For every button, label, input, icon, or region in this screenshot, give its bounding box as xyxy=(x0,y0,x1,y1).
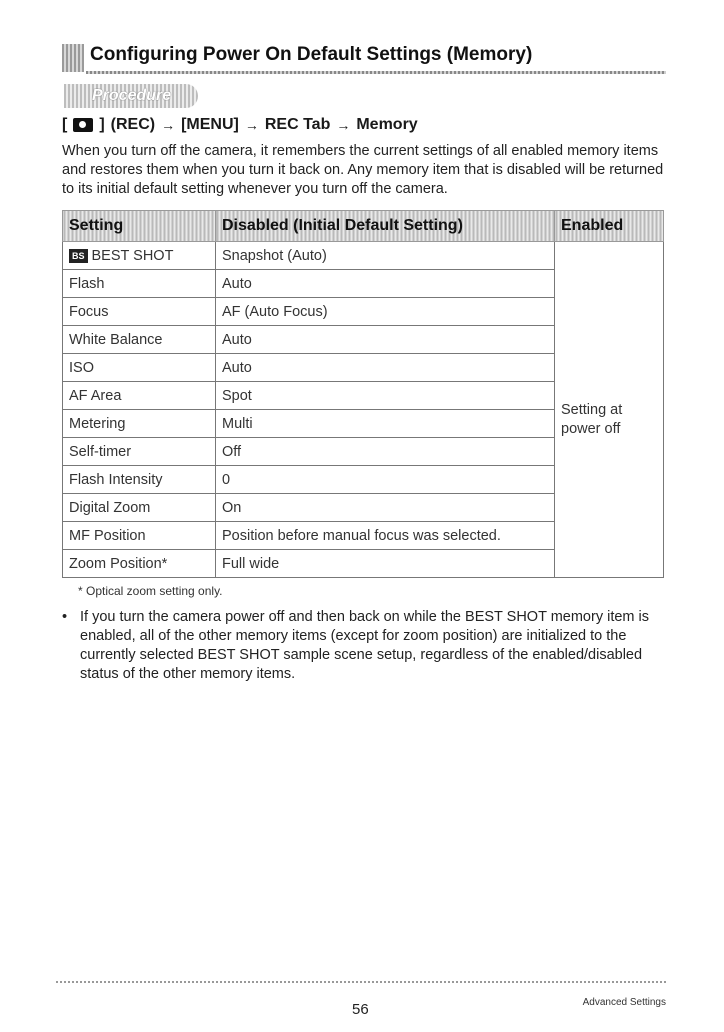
header-enabled: Enabled xyxy=(555,211,664,242)
rec-label: (REC) xyxy=(110,116,156,133)
bullet-marker: • xyxy=(62,609,68,625)
default-cell: Snapshot (Auto) xyxy=(216,242,555,270)
default-cell: Multi xyxy=(216,410,555,438)
menu-label: [MENU] xyxy=(181,116,239,133)
arrow-right-icon: → xyxy=(244,117,259,133)
setting-cell: MF Position xyxy=(63,522,216,550)
default-cell: On xyxy=(216,494,555,522)
setting-cell: Self-timer xyxy=(63,438,216,466)
default-cell: Off xyxy=(216,438,555,466)
bracket-open: [ xyxy=(62,116,68,133)
arrow-right-icon: → xyxy=(161,117,176,133)
best-shot-icon: BS xyxy=(69,249,88,263)
setting-cell xyxy=(63,242,216,270)
setting-name: BEST SHOT xyxy=(91,247,174,264)
title-rule xyxy=(86,71,666,74)
footnote: * Optical zoom setting only. xyxy=(78,584,223,598)
bullet-text: If you turn the camera power off and then back on while the BEST SHOT memory item is enabled, all of the other memory items (except for zoom position) are initialized to the currently selected BEST SHOT sample scene setup, regardless of the enabled/disabled status of the other memory items. xyxy=(80,609,649,682)
page-title-bar xyxy=(62,42,666,74)
default-cell: Spot xyxy=(216,382,555,410)
camera-icon xyxy=(73,118,93,132)
default-cell: Full wide xyxy=(216,550,555,578)
footer-rule xyxy=(56,981,668,983)
memory-settings-table xyxy=(62,210,664,578)
enabled-cell: Setting at power off xyxy=(555,242,664,578)
bullet-note xyxy=(62,608,666,684)
bracket-close: ] xyxy=(99,116,105,133)
memory-label: Memory xyxy=(356,116,418,133)
setting-cell: Focus xyxy=(63,298,216,326)
procedure-label: Procedure xyxy=(64,84,198,108)
default-cell: Auto xyxy=(216,270,555,298)
title-marker xyxy=(62,44,84,72)
setting-cell: AF Area xyxy=(63,382,216,410)
section-label: Advanced Settings xyxy=(582,997,666,1008)
default-cell: 0 xyxy=(216,466,555,494)
setting-cell: Zoom Position* xyxy=(63,550,216,578)
default-cell: Auto xyxy=(216,326,555,354)
default-cell: AF (Auto Focus) xyxy=(216,298,555,326)
page-number: 56 xyxy=(352,1001,369,1018)
header-setting: Setting xyxy=(63,211,216,242)
default-cell: Auto xyxy=(216,354,555,382)
table-row xyxy=(63,242,664,270)
setting-cell: White Balance xyxy=(63,326,216,354)
rec-tab-label: REC Tab xyxy=(264,116,331,133)
arrow-right-icon: → xyxy=(336,117,351,133)
setting-cell: Digital Zoom xyxy=(63,494,216,522)
intro-paragraph: When you turn off the camera, it remembers the current settings of all enabled memory items and restores them when you turn it back on. Any memory item that is disabled will be returned to its initial default setting whenever you turn off the camera. xyxy=(62,143,664,197)
setting-cell: Flash Intensity xyxy=(63,466,216,494)
menu-path xyxy=(62,116,418,134)
page-title: Configuring Power On Default Settings (Memory) xyxy=(90,44,533,65)
setting-cell: Flash xyxy=(63,270,216,298)
header-disabled: Disabled (Initial Default Setting) xyxy=(216,211,555,242)
setting-cell: ISO xyxy=(63,354,216,382)
setting-cell: Metering xyxy=(63,410,216,438)
default-cell: Position before manual focus was selected. xyxy=(216,522,555,550)
table-header-row xyxy=(63,211,664,242)
